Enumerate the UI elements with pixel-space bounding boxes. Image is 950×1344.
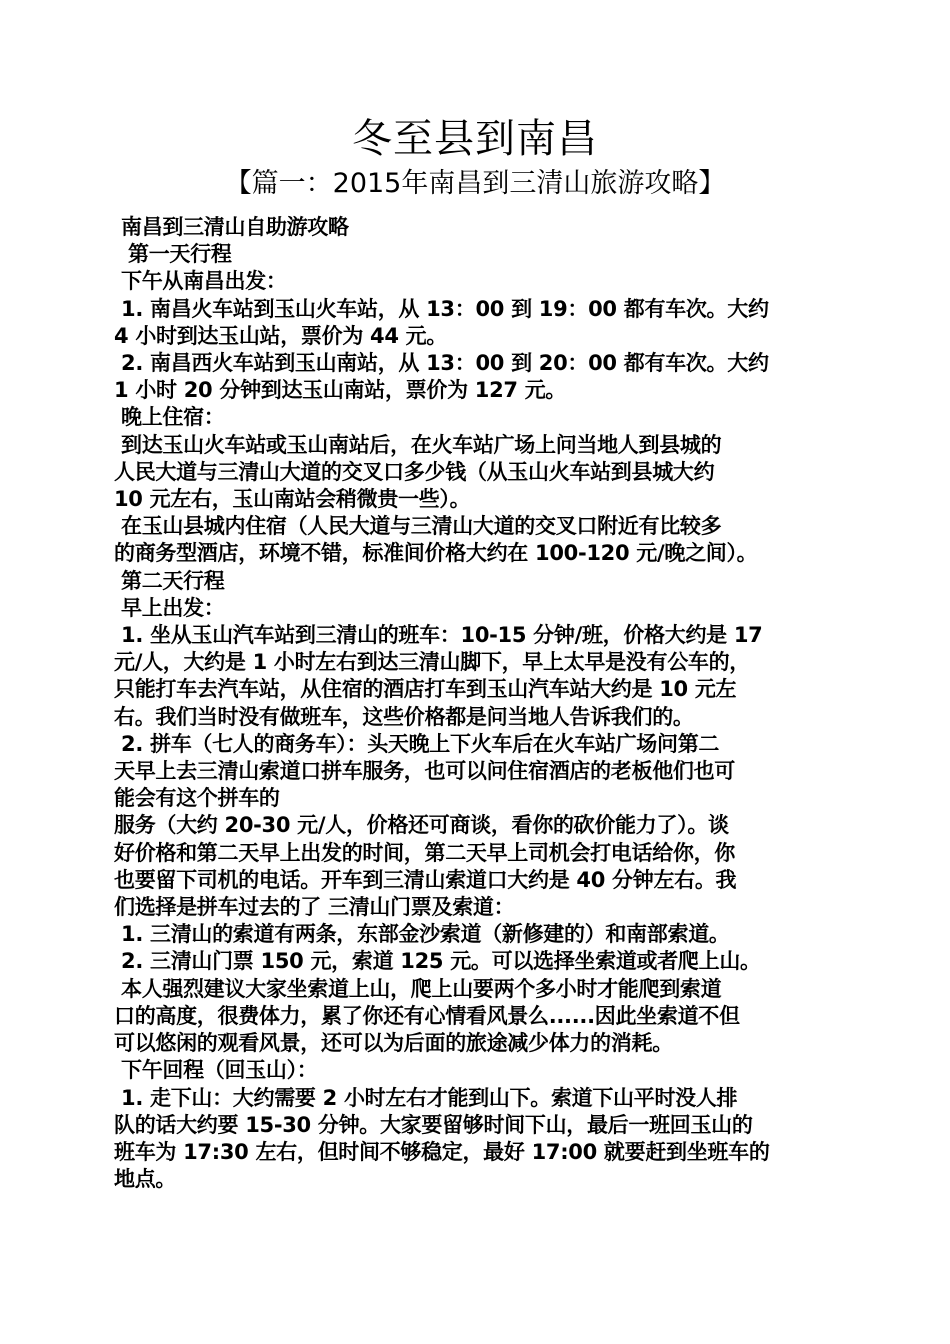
document-subtitle: 【篇一：2015年南昌到三清山旅游攻略】	[224, 168, 726, 199]
body-text-line: 下午从南昌出发：	[114, 269, 287, 294]
body-text-line: 南昌到三清山自助游攻略	[114, 215, 349, 239]
body-text-line: 的商务型酒店，环境不错，标准间价格大约在 100-120 元/晚之间）。	[114, 541, 758, 566]
body-text-line: 口的高度，很费体力，累了你还有心情看风景么......因此坐索道不但	[114, 1003, 740, 1028]
body-text-line: 4 小时到达玉山站，票价为 44 元。	[114, 323, 448, 348]
body-text-line: 也要留下司机的电话。开车到三清山索道口大约是 40 分钟左右。我	[114, 867, 737, 892]
body-text-line: 2. 三清山门票 150 元，索道 125 元。可以选择坐索道或者爬上山。	[114, 949, 761, 974]
body-text-line: 1. 坐从玉山汽车站到三清山的班车：10-15 分钟/班，价格大约是 17	[114, 623, 763, 648]
body-text-line: 右。我们当时没有做班车，这些价格都是问当地人告诉我们的。	[114, 704, 694, 729]
body-text-line: 2. 南昌西火车站到玉山南站，从 13：00 到 20：00 都有车次。大约	[114, 351, 769, 376]
body-text-line: 能会有这个拼车的	[114, 786, 280, 811]
body-text-line: 好价格和第二天早上出发的时间，第二天早上司机会打电话给你，你	[114, 840, 735, 865]
body-text-line: 早上出发：	[114, 595, 225, 620]
body-text-line: 地点。	[114, 1167, 177, 1192]
body-text-line: 2. 拼车（七人的商务车）：头天晚上下火车后在火车站广场问第二	[114, 731, 720, 756]
body-text-line: 第二天行程	[114, 568, 225, 593]
body-text-line: 10 元左右，玉山南站会稍微贵一些）。	[114, 487, 471, 512]
body-text-line: 1. 南昌火车站到玉山火车站，从 13：00 到 19：00 都有车次。大约	[114, 296, 769, 321]
body-text-line: 本人强烈建议大家坐索道上山，爬上山要两个多小时才能爬到索道	[114, 976, 722, 1001]
body-text-line: 第一天行程	[114, 242, 232, 267]
body-text-line: 只能打车去汽车站，从住宿的酒店打车到玉山汽车站大约是 10 元左	[114, 677, 737, 702]
body-text-line: 可以悠闲的观看风景，还可以为后面的旅途减少体力的消耗。	[114, 1031, 673, 1056]
body-text-line: 1 小时 20 分钟到达玉山南站，票价为 127 元。	[114, 378, 567, 403]
body-text-line: 队的话大约要 15-30 分钟。大家要留够时间下山，最后一班回玉山的	[114, 1112, 753, 1137]
body-text-line: 元/人，大约是 1 小时左右到达三清山脚下，早上太早是没有公车的，	[114, 650, 751, 675]
body-text-line: 们选择是拼车过去的了 三清山门票及索道：	[114, 895, 515, 920]
body-text-line: 1. 走下山：大约需要 2 小时左右才能到山下。索道下山平时没人排	[114, 1085, 738, 1110]
body-text-line: 在玉山县城内住宿（人民大道与三清山大道的交叉口附近有比较多	[114, 514, 722, 539]
body-text-line: 班车为 17:30 左右，但时间不够稳定，最好 17:00 就要赶到坐班车的	[114, 1139, 770, 1164]
document-body	[114, 214, 836, 1193]
body-text-line: 天早上去三清山索道口拼车服务，也可以问住宿酒店的老板他们也可	[114, 759, 735, 784]
body-text-line: 服务（大约 20-30 元/人，价格还可商谈，看你的砍价能力了）。谈	[114, 813, 729, 838]
body-text-line: 人民大道与三清山大道的交叉口多少钱（从玉山火车站到县城大约	[114, 459, 715, 484]
document-title: 冬至县到南昌	[352, 116, 598, 162]
body-text-line: 1. 三清山的索道有两条，东部金沙索道（新修建的）和南部索道。	[114, 922, 730, 947]
body-text-line: 下午回程（回玉山）：	[114, 1058, 318, 1083]
body-text-line: 晚上住宿：	[114, 405, 225, 430]
body-text-line: 到达玉山火车站或玉山南站后，在火车站广场上问当地人到县城的	[114, 432, 722, 457]
